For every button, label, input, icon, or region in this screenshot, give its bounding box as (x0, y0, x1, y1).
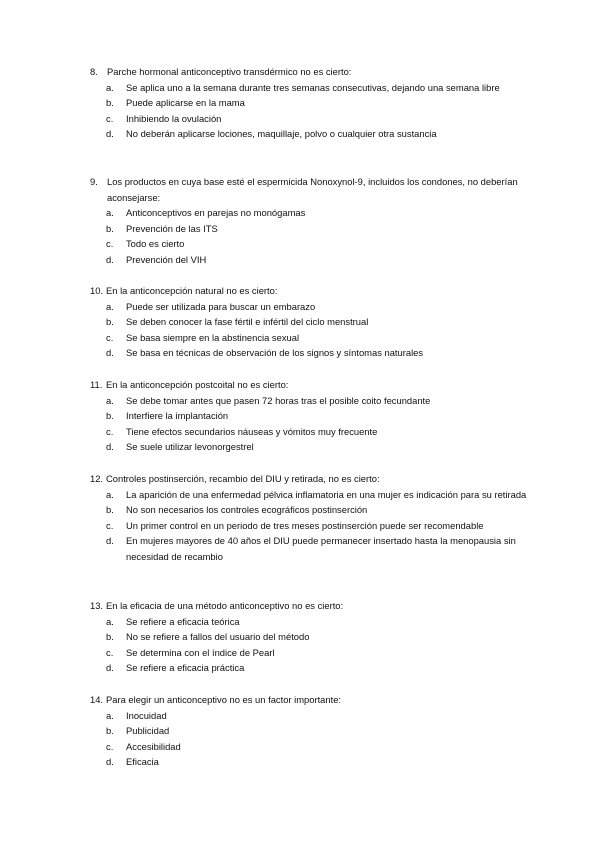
question-13 (90, 598, 530, 676)
option-text: Interfiere la implantación (126, 410, 229, 422)
question-text: En la anticoncepción postcoital no es cierto: (106, 379, 289, 390)
option-text: Tiene efectos secundarios náuseas y vómitos muy frecuente (126, 425, 378, 437)
question-text: Para elegir un anticonceptivo no es un factor importante: (106, 694, 342, 705)
option-letter: c. (106, 425, 114, 437)
option-a (90, 299, 530, 315)
option-d (90, 754, 530, 770)
question-stem (90, 692, 530, 708)
option-letter: d. (106, 253, 114, 265)
option-c (90, 645, 530, 661)
question-number: 8. (90, 66, 98, 77)
option-letter: d. (106, 128, 114, 140)
option-d (90, 660, 530, 676)
option-letter: d. (106, 756, 114, 768)
option-text: Anticonceptivos en parejas no monógamas (126, 207, 306, 219)
option-letter: a. (106, 207, 114, 219)
option-text: Prevención del VIH (126, 253, 207, 265)
option-letter: a. (106, 615, 114, 627)
question-stem (90, 598, 530, 614)
option-letter: b. (106, 410, 114, 422)
option-a (90, 80, 530, 96)
option-text: Puede ser utilizada para buscar un embarazo (126, 300, 316, 312)
option-text: Accesibilidad (126, 740, 181, 752)
option-a (90, 393, 530, 409)
option-text: No deberán aplicarse lociones, maquillaje, polvo o cualquier otra sustancia (126, 128, 437, 140)
options-list (90, 708, 530, 770)
option-b (90, 723, 530, 739)
question-number: 14. (90, 694, 104, 705)
option-a (90, 487, 530, 503)
question-number: 13. (90, 600, 104, 611)
option-letter: b. (106, 316, 114, 328)
option-c (90, 236, 530, 252)
question-stem (90, 283, 530, 299)
question-text: Parche hormonal anticonceptivo transdérmico no es cierto: (107, 66, 352, 77)
option-text: Inhibiendo la ovulación (126, 112, 222, 124)
option-b (90, 629, 530, 645)
question-stem (90, 471, 530, 487)
option-text: No se refiere a fallos del usuario del método (126, 631, 310, 643)
option-letter: c. (106, 646, 114, 658)
option-d (90, 126, 530, 142)
option-text: Publicidad (126, 725, 170, 737)
question-text: En la anticoncepción natural no es cierto: (106, 285, 278, 296)
option-letter: d. (106, 347, 114, 359)
question-number: 11. (90, 379, 103, 390)
option-letter: a. (106, 300, 114, 312)
options-list (90, 614, 530, 676)
question-14 (90, 692, 530, 770)
option-b (90, 95, 530, 111)
question-number: 12. (90, 473, 104, 484)
option-text: Inocuidad (126, 709, 167, 721)
option-b (90, 502, 530, 518)
question-8 (90, 64, 530, 142)
option-letter: b. (106, 725, 114, 737)
option-text: Un primer control en un periodo de tres meses postinserción puede ser recomendable (126, 519, 484, 531)
question-text: En la eficacia de una método anticonceptivo no es cierto: (106, 600, 344, 611)
option-b (90, 314, 530, 330)
option-letter: c. (106, 112, 114, 124)
option-b (90, 221, 530, 237)
question-9 (90, 174, 530, 268)
option-text: Puede aplicarse en la mama (126, 97, 245, 109)
options-list (90, 487, 530, 565)
option-letter: d. (106, 662, 114, 674)
option-letter: d. (106, 535, 114, 547)
question-11 (90, 377, 530, 455)
option-text: Se basa en técnicas de observación de los signos y síntomas naturales (126, 347, 424, 359)
option-b (90, 408, 530, 424)
option-c (90, 330, 530, 346)
options-list (90, 299, 530, 361)
question-stem (90, 377, 530, 393)
option-d (90, 439, 530, 455)
option-text: Todo es cierto (126, 238, 185, 250)
option-letter: c. (106, 519, 114, 531)
options-list (90, 80, 530, 142)
option-text: No son necesarios los controles ecográficos postinserción (126, 504, 368, 516)
options-list (90, 393, 530, 455)
option-letter: c. (106, 331, 114, 343)
option-d (90, 533, 530, 564)
option-a (90, 614, 530, 630)
option-text: Se basa siempre en la abstinencia sexual (126, 331, 300, 343)
option-text: Se refiere a eficacia teórica (126, 615, 240, 627)
option-text: Se suele utilizar levonorgestrel (126, 441, 254, 453)
option-d (90, 345, 530, 361)
option-letter: b. (106, 97, 114, 109)
option-c (90, 111, 530, 127)
question-text: Los productos en cuya base esté el espermicida Nonoxynol-9, incluidos los condones, no deberían aconsejarse: (107, 176, 518, 203)
option-text: Prevención de las ITS (126, 222, 218, 234)
option-c (90, 424, 530, 440)
option-letter: b. (106, 631, 114, 643)
option-a (90, 708, 530, 724)
option-c (90, 739, 530, 755)
option-letter: a. (106, 81, 114, 93)
option-text: Se debe tomar antes que pasen 72 horas tras el posible coito fecundante (126, 394, 431, 406)
option-text: Se refiere a eficacia práctica (126, 662, 245, 674)
option-text: Se aplica uno a la semana durante tres semanas consecutivas, dejando una semana libre (126, 81, 500, 93)
option-letter: b. (106, 222, 114, 234)
option-letter: c. (106, 740, 114, 752)
question-stem (90, 174, 530, 205)
option-text: Se deben conocer la fase fértil e infértil del ciclo menstrual (126, 316, 369, 328)
option-text: Se determina con el índice de Pearl (126, 646, 275, 658)
option-letter: d. (106, 441, 114, 453)
option-c (90, 518, 530, 534)
option-text: En mujeres mayores de 40 años el DIU puede permanecer insertado hasta la menopausia sin necesidad de recambio (126, 535, 516, 562)
option-text: La aparición de una enfermedad pélvica inflamatoria en una mujer es indicación para su retirada (126, 488, 527, 500)
option-a (90, 205, 530, 221)
option-letter: a. (106, 394, 114, 406)
option-letter: a. (106, 709, 114, 721)
question-number: 10. (90, 285, 104, 296)
question-10 (90, 283, 530, 361)
question-text: Controles postinserción, recambio del DIU y retirada, no es cierto: (106, 473, 380, 484)
option-letter: b. (106, 504, 114, 516)
option-letter: a. (106, 488, 114, 500)
option-text: Eficacia (126, 756, 159, 768)
option-letter: c. (106, 238, 114, 250)
question-number: 9. (90, 176, 98, 187)
question-12 (90, 471, 530, 565)
option-d (90, 252, 530, 268)
options-list (90, 205, 530, 267)
question-stem (90, 64, 530, 80)
